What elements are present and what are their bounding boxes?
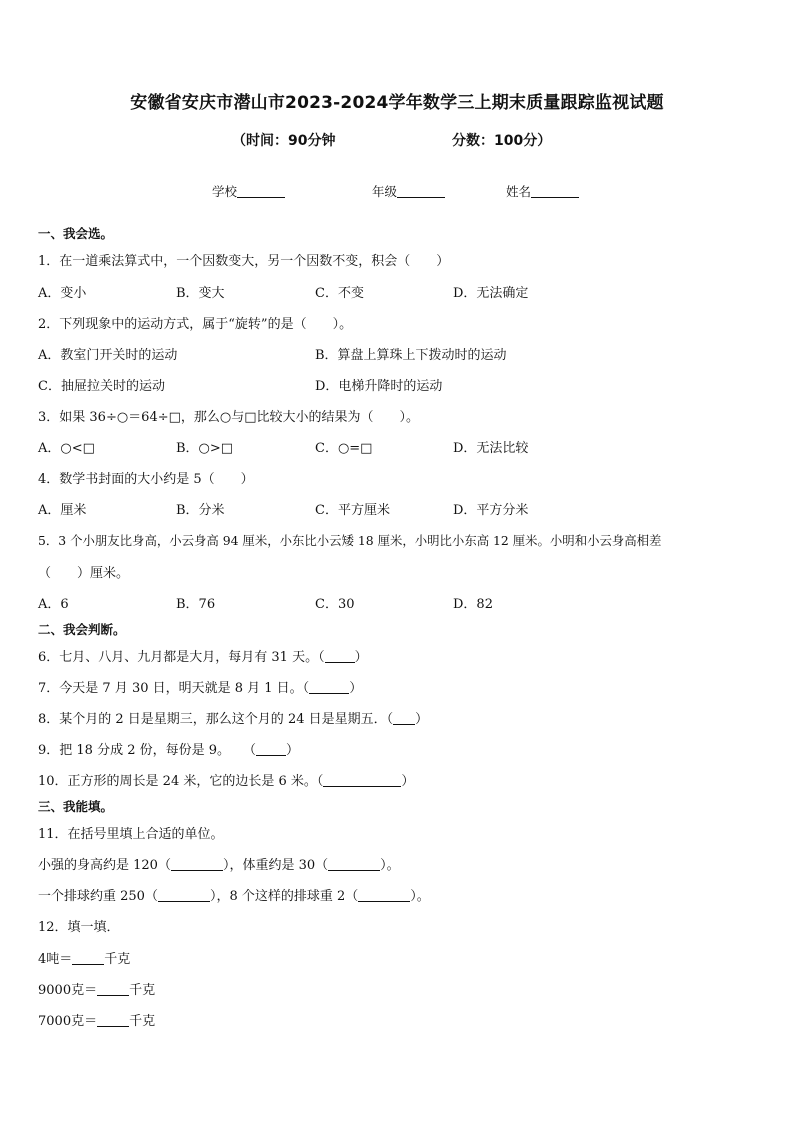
grade-field <box>372 182 445 200</box>
judge-question <box>38 739 299 758</box>
close-paren: ） <box>415 712 429 727</box>
conversion-unit: 千克 <box>129 1014 156 1029</box>
judge-text: 7．今天是 7 月 30 日，明天就是 8 月 1 日。（ <box>38 681 310 696</box>
answer-blank[interactable] <box>158 888 210 902</box>
question-stem: 4．数学书封面的大小约是 5（ ） <box>38 472 254 487</box>
grade-blank[interactable] <box>397 185 445 198</box>
option-b[interactable]: B．分米 <box>176 503 225 518</box>
school-blank[interactable] <box>237 185 285 198</box>
judge-question <box>38 770 414 789</box>
close-paren: ） <box>401 774 415 789</box>
fill-text: 小强的身高约是 120（ <box>38 858 171 873</box>
option-b[interactable]: B．算盘上算珠上下拨动时的运动 <box>315 348 507 363</box>
close-paren: ） <box>286 743 300 758</box>
answer-blank[interactable] <box>256 742 286 756</box>
option-d[interactable]: D．无法确定 <box>453 286 529 301</box>
judge-text: 9．把 18 分成 2 份，每份是 9。 （ <box>38 743 257 758</box>
option-a[interactable]: A．教室门开关时的运动 <box>38 348 178 363</box>
option-d[interactable]: D．电梯升降时的运动 <box>315 379 443 394</box>
conversion-left: 4吨＝ <box>38 952 73 967</box>
close-paren: ） <box>354 650 368 665</box>
judge-text: 6．七月、八月、九月都是大月，每月有 31 天。（ <box>38 650 325 665</box>
conversion-row <box>38 979 155 998</box>
option-b[interactable]: B．76 <box>176 597 216 612</box>
fill-text: 一个排球约重 250（ <box>38 889 158 904</box>
option-c[interactable]: C．○=□ <box>315 441 373 456</box>
section-heading: 二、我会判断。 <box>38 622 126 637</box>
question-stem: 12．填一填． <box>38 920 120 935</box>
fill-question <box>38 854 400 873</box>
answer-blank[interactable] <box>171 857 223 871</box>
answer-blank[interactable] <box>72 951 104 965</box>
name-field <box>506 182 579 200</box>
name-blank[interactable] <box>531 185 579 198</box>
grade-label: 年级 <box>372 184 398 199</box>
question-stem: 1．在一道乘法算式中，一个因数变大，另一个因数不变，积会（ ） <box>38 254 450 269</box>
option-b[interactable]: B．变大 <box>176 286 225 301</box>
question-stem: 5．3 个小朋友比身高，小云身高 94 厘米，小东比小云矮 18 厘米，小明比小东高 12 厘米。小明和小云身高相差 <box>38 533 662 548</box>
fill-question <box>38 885 430 904</box>
option-a[interactable]: A．6 <box>38 597 69 612</box>
section-heading: 一、我会选。 <box>38 226 114 241</box>
answer-blank[interactable] <box>325 649 355 663</box>
option-c[interactable]: C．抽屉拉关时的运动 <box>38 379 165 394</box>
option-c[interactable]: C．不变 <box>315 286 364 301</box>
judge-text: 8．某个月的 2 日是星期三，那么这个月的 24 日是星期五．（ <box>38 712 394 727</box>
fill-text: ）。 <box>410 889 430 904</box>
answer-blank[interactable] <box>323 773 401 787</box>
judge-text: 10．正方形的周长是 24 米，它的边长是 6 米。（ <box>38 774 324 789</box>
fill-text: ），8 个这样的排球重 2（ <box>209 889 359 904</box>
conversion-row <box>38 1010 155 1029</box>
exam-score: 分数：100分） <box>452 133 552 149</box>
exam-time: （时间：90分钟 <box>232 133 336 149</box>
answer-blank[interactable] <box>328 857 380 871</box>
school-label: 学校 <box>212 184 238 199</box>
question-stem: 2．下列现象中的运动方式，属于“旋转”的是（ ）。 <box>38 317 353 332</box>
option-a[interactable]: A．○<□ <box>38 441 95 456</box>
page-title: 安徽省安庆市潜山市2023-2024学年数学三上期末质量跟踪监视试题 <box>130 93 664 113</box>
conversion-unit: 千克 <box>104 952 131 967</box>
conversion-left: 9000克＝ <box>38 983 98 998</box>
judge-question <box>38 677 362 696</box>
question-stem-continued: （ ）厘米。 <box>38 566 130 581</box>
question-stem: 3．如果 36÷○＝64÷□，那么○与□比较大小的结果为（ ）。 <box>38 410 420 425</box>
option-b[interactable]: B．○>□ <box>176 441 234 456</box>
conversion-left: 7000克＝ <box>38 1014 98 1029</box>
option-a[interactable]: A．厘米 <box>38 503 87 518</box>
judge-question <box>38 708 428 727</box>
option-d[interactable]: D．82 <box>453 597 493 612</box>
close-paren: ） <box>349 681 363 696</box>
option-c[interactable]: C．平方厘米 <box>315 503 390 518</box>
option-d[interactable]: D．无法比较 <box>453 441 529 456</box>
school-field <box>212 182 285 200</box>
answer-blank[interactable] <box>97 982 129 996</box>
fill-text: ）。 <box>380 858 400 873</box>
section-heading: 三、我能填。 <box>38 799 114 814</box>
answer-blank[interactable] <box>309 680 349 694</box>
answer-blank[interactable] <box>358 888 410 902</box>
conversion-row <box>38 948 130 967</box>
name-label: 姓名 <box>506 184 532 199</box>
answer-blank[interactable] <box>393 711 415 725</box>
fill-text: ），体重约是 30（ <box>222 858 329 873</box>
question-stem: 11．在括号里填上合适的单位。 <box>38 827 224 842</box>
option-c[interactable]: C．30 <box>315 597 355 612</box>
judge-question <box>38 646 368 665</box>
option-d[interactable]: D．平方分米 <box>453 503 529 518</box>
answer-blank[interactable] <box>97 1013 129 1027</box>
option-a[interactable]: A．变小 <box>38 286 87 301</box>
conversion-unit: 千克 <box>129 983 156 998</box>
